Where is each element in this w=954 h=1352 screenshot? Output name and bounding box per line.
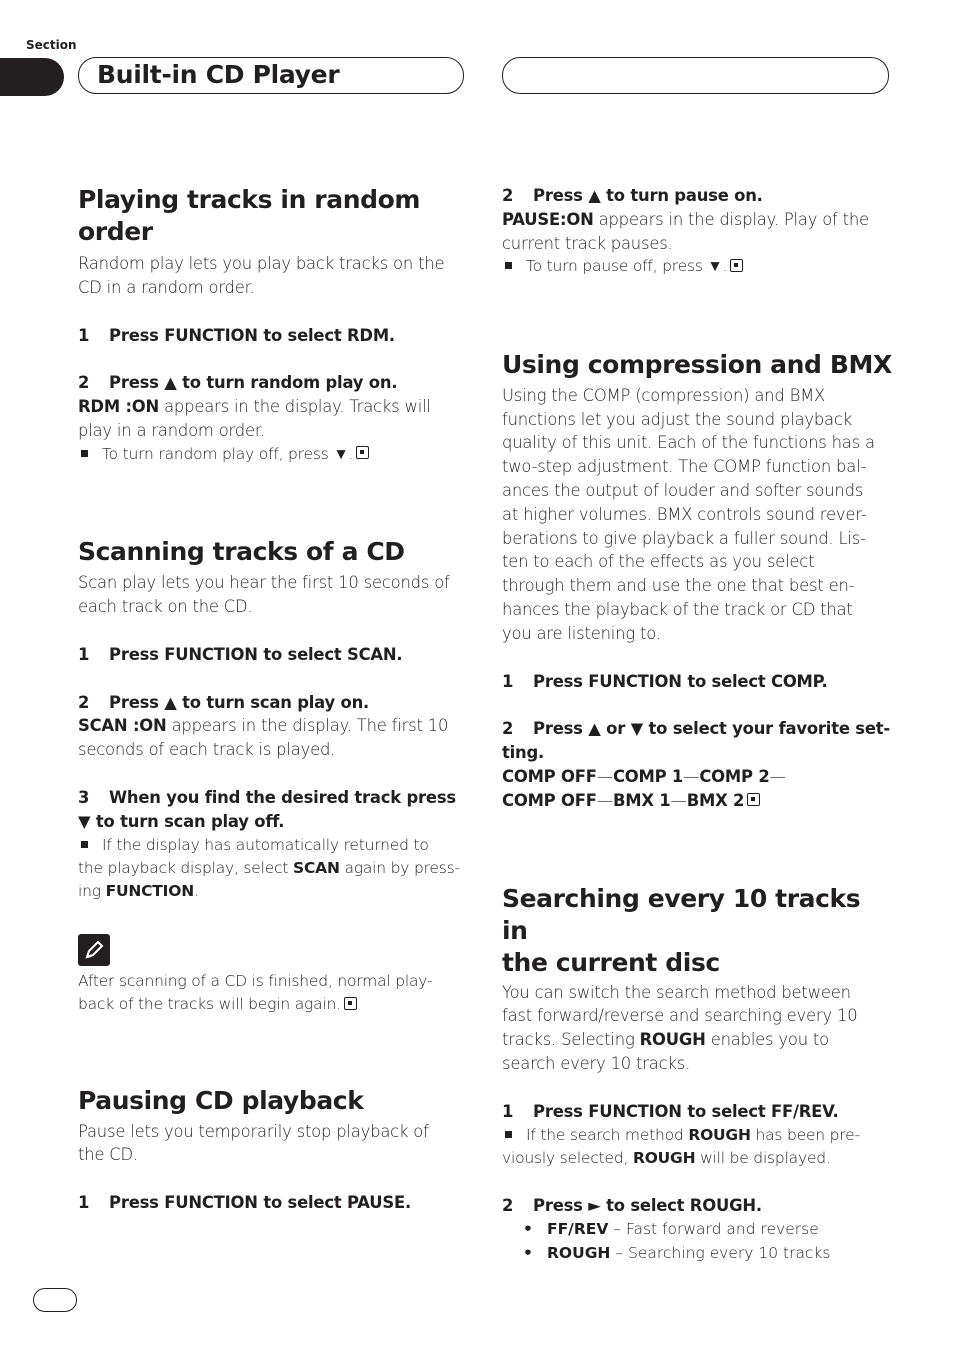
right-column <box>502 184 894 1265</box>
note-square-icon <box>505 1131 512 1138</box>
heading-compression: Using compression and BMX <box>502 349 892 379</box>
comp-step-2-cont: ting. <box>502 743 545 763</box>
compression-line: hances the playback of the track or CD that <box>502 599 853 619</box>
compression-line: through them and use the one that best en- <box>502 576 855 596</box>
end-mark-icon <box>747 793 760 806</box>
scan-note-3: ing FUNCTION. <box>78 882 199 901</box>
section-label: Section <box>26 38 77 52</box>
pause-intro-2: the CD. <box>78 1145 138 1165</box>
pause-step-2: 2 Press ▲ to turn pause on. <box>502 186 763 205</box>
compression-line: ten to each of the effects as you select <box>502 552 815 572</box>
random-result-2: play in a random order. <box>78 420 265 440</box>
pause-step-1: 1 Press FUNCTION to select PAUSE. <box>78 1193 412 1213</box>
pencil-icon <box>78 934 110 966</box>
end-mark-icon <box>344 997 357 1010</box>
search-note-1: If the search method ROUGH has been pre- <box>502 1124 894 1147</box>
heading-pause: Pausing CD playback <box>78 1085 364 1115</box>
random-note: To turn random play off, press ▼. <box>78 443 468 466</box>
left-column <box>78 184 468 1215</box>
scan-step-3-cont: ▼ to turn scan play off. <box>78 811 285 831</box>
compression-line: at higher volumes. BMX controls sound rever- <box>502 504 867 524</box>
heading-search-1: Searching every 10 tracks in <box>502 883 861 945</box>
random-result: RDM :ON appears in the display. Tracks will <box>78 397 431 417</box>
note-square-icon <box>81 841 88 848</box>
search-note-2: viously selected, ROUGH will be displayed. <box>502 1148 831 1167</box>
heading-search-2: the current disc <box>502 947 720 977</box>
compression-line: functions let you adjust the sound playback <box>502 409 852 429</box>
scan-memo-1: After scanning of a CD is finished, normal play- <box>78 971 433 990</box>
scan-intro-1: Scan play lets you hear the first 10 seconds of <box>78 573 450 593</box>
comp-sequence-1: COMP OFF—COMP 1—COMP 2— <box>502 766 786 786</box>
search-intro-1: You can switch the search method between <box>502 982 851 1002</box>
search-step-2: 2 Press ► to select ROUGH. <box>502 1196 762 1216</box>
scan-result-2: seconds of each track is played. <box>78 740 336 760</box>
header-empty-box <box>502 57 889 94</box>
pause-result-2: current track pauses. <box>502 233 673 253</box>
random-step-2: 2 Press ▲ to turn random play on. <box>78 373 398 393</box>
search-intro-3: tracks. Selecting ROUGH enables you to <box>502 1030 829 1050</box>
bullet-item-ffrev: • FF/REV – Fast forward and reverse <box>523 1220 819 1239</box>
compression-line: you are listening to. <box>502 623 661 643</box>
compression-line: two-step adjustment. The COMP function bal- <box>502 457 867 477</box>
scan-intro-2: each track on the CD. <box>78 596 253 616</box>
bullet-item-rough: • ROUGH – Searching every 10 tracks <box>523 1243 831 1262</box>
pause-intro-1: Pause lets you temporarily stop playback of <box>78 1121 429 1141</box>
scan-memo-2: back of the tracks will begin again. <box>78 993 468 1016</box>
note-square-icon <box>505 262 512 269</box>
comp-step-1: 1 Press FUNCTION to select COMP. <box>502 671 828 691</box>
scan-result: SCAN :ON appears in the display. The first 10 <box>78 716 449 736</box>
scan-step-2: 2 Press ▲ to turn scan play on. <box>78 692 370 712</box>
search-step-1: 1 Press FUNCTION to select FF/REV. <box>502 1101 839 1121</box>
compression-line: Using the COMP (compression) and BMX <box>502 385 826 405</box>
pause-note: To turn pause off, press ▼. <box>502 255 894 278</box>
random-step-1: 1 Press FUNCTION to select RDM. <box>78 325 395 345</box>
search-intro-2: fast forward/reverse and searching every 10 <box>502 1006 858 1026</box>
comp-sequence-2: COMP OFF—BMX 1—BMX 2 <box>502 789 894 813</box>
scan-step-1: 1 Press FUNCTION to select SCAN. <box>78 644 403 664</box>
heading-scan: Scanning tracks of a CD <box>78 537 405 567</box>
compression-line: quality of this unit. Each of the functions has a <box>502 433 875 453</box>
note-square-icon <box>81 450 88 457</box>
compression-body <box>502 384 894 646</box>
scan-step-3: 3 When you find the desired track press <box>78 787 456 807</box>
heading-random: Playing tracks in random order <box>78 185 421 246</box>
compression-line: berations to give playback a fuller sound. Lis- <box>502 528 866 548</box>
pause-result: PAUSE:ON appears in the display. Play of the <box>502 209 869 229</box>
page-title: Built-in CD Player <box>97 60 340 89</box>
section-tab <box>0 58 64 96</box>
random-intro-2: CD in a random order. <box>78 277 255 297</box>
page-number-pill <box>33 1288 77 1312</box>
search-intro-4: search every 10 tracks. <box>502 1053 691 1073</box>
scan-note-1: If the display has automatically returned to <box>78 834 468 857</box>
end-mark-icon <box>730 259 743 272</box>
comp-step-2: 2 Press ▲ or ▼ to select your favorite set- <box>502 719 890 739</box>
end-mark-icon <box>356 446 369 459</box>
scan-note-2: the playback display, select SCAN again by press- <box>78 858 460 877</box>
random-intro-1: Random play lets you play back tracks on the <box>78 254 445 273</box>
compression-line: ances the output of louder and softer sounds <box>502 480 864 500</box>
